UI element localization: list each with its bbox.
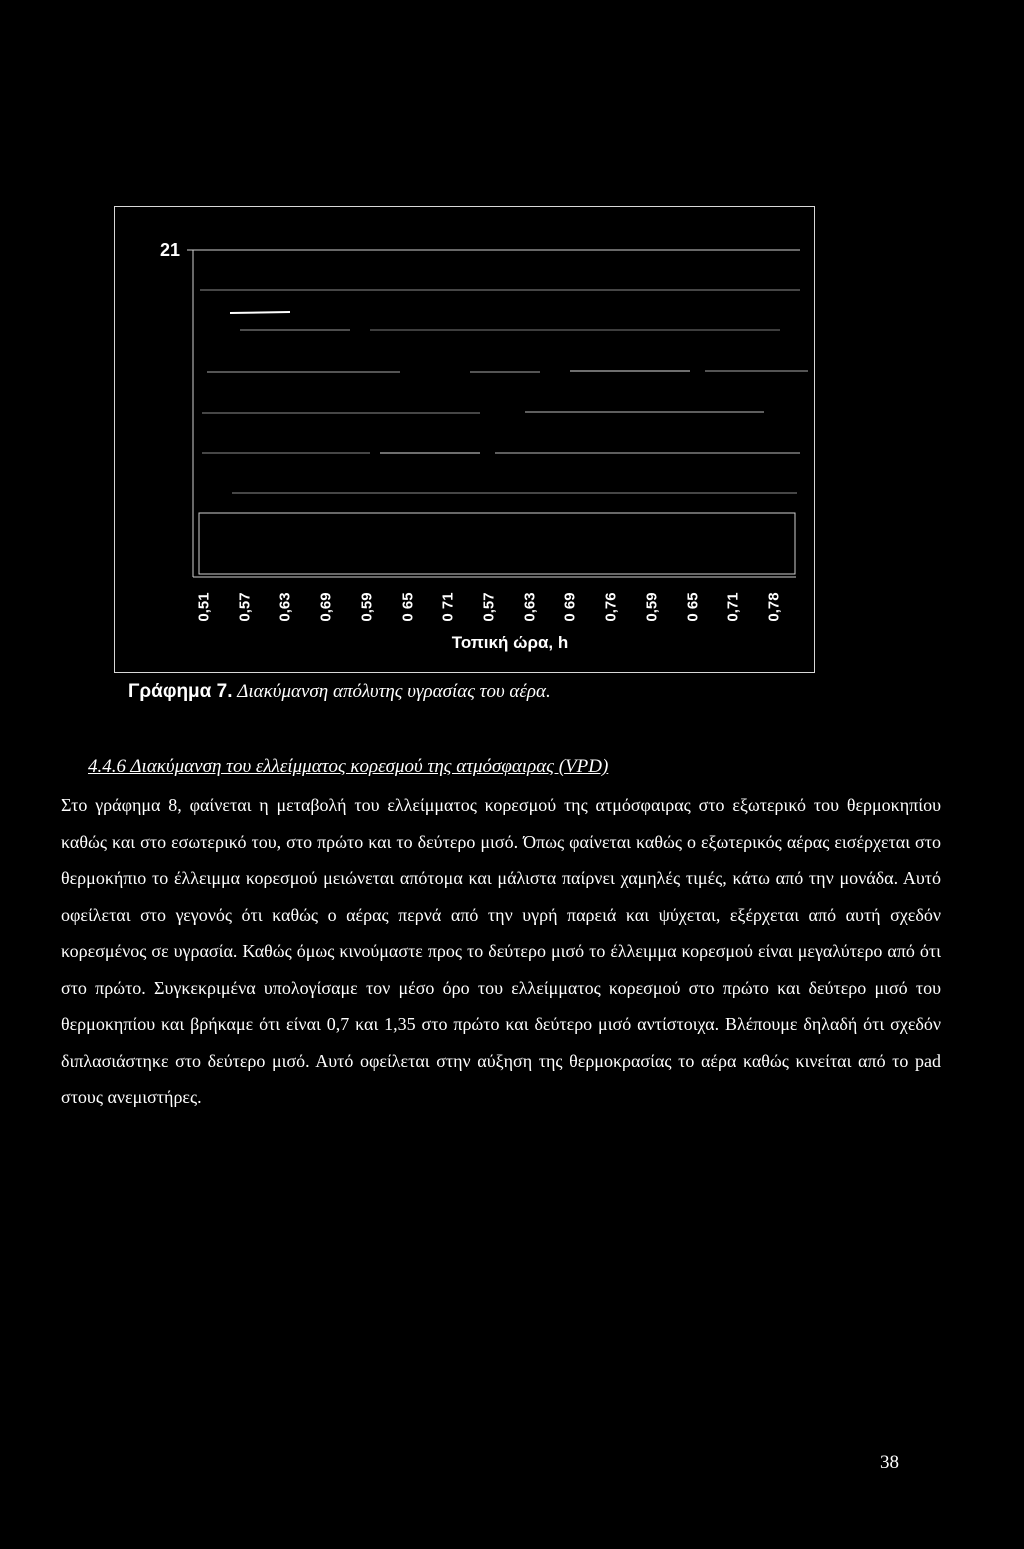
x-axis-title: Τοπική ώρα, h (451, 633, 569, 652)
caption-text: Διακύμανση απόλυτης υγρασίας του αέρα. (237, 681, 551, 702)
x-tick-label: 0 65 (684, 592, 702, 622)
caption-label: Γράφημα 7. (128, 681, 233, 702)
x-tick-label: 0 65 (399, 592, 417, 622)
figure-caption (128, 681, 551, 703)
x-tick-label: 0,57 (236, 592, 254, 622)
inner-box (199, 513, 795, 574)
section-heading: 4.4.6 Διακύμανση του ελλείμματος κορεσμού της ατμόσφαιρας (VPD) (88, 756, 609, 777)
y-tick-label: 21 (160, 240, 181, 260)
x-tick-label: 0,71 (724, 592, 742, 622)
series-line (230, 312, 290, 313)
x-tick-label: 0,69 (317, 592, 335, 622)
x-tick-label: 0,59 (358, 592, 376, 622)
x-tick-label: 0,63 (276, 592, 294, 622)
x-tick-label: 0 69 (561, 592, 579, 622)
x-tick-label: 0,78 (765, 592, 783, 622)
x-tick-label: 0,63 (521, 592, 539, 622)
x-tick-label: 0 71 (439, 592, 457, 622)
x-tick-label: 0,51 (195, 592, 213, 622)
page-number: 38 (880, 1452, 899, 1473)
x-tick-label: 0,59 (643, 592, 661, 622)
body-paragraph: Στο γράφημα 8, φαίνεται η μεταβολή του ελλείμματος κορεσμού της ατμόσφαιρας στο εξωτερικό του θερμοκηπίου καθώς και στο εσωτερικό του, στο πρώτο και το δεύτερο μισό. Όπως φαίνεται καθώς ο εξωτερικός αέρας εισέρχεται στο θερμοκήπιο το έλλειμμα κορεσμού μειώνεται απότομα και μάλιστα παίρνει χαμηλές τιμές, κάτω από την μονάδα. Αυτό οφείλεται στο γεγονός ότι καθώς ο αέρας περνά από την υγρή παρειά και ψύχεται, εξέρχεται από αυτή σχεδόν κορεσμένος σε υγρασία. Καθώς όμως κινούμαστε προς το δεύτερο μισό το έλλειμμα κορεσμού είναι μεγαλύτερο από ότι στο πρώτο. Συγκεκριμένα υπολογίσαμε τον μέσο όρο του ελλείμματος κορεσμού στο πρώτο και δεύτερο μισό του θερμοκηπίου και βρήκαμε ότι είναι 0,7 και 1,35 στο πρώτο και δεύτερο μισό αντίστοιχα. Βλέπουμε δηλαδή ότι σχεδόν διπλασιάστηκε στο δεύτερο μισό. Αυτό οφείλεται στην αύξηση της θερμοκρασίας το αέρα καθώς κινείται από το pad στους ανεμιστήρες. (61, 795, 941, 1107)
x-tick-label: 0,57 (480, 592, 498, 622)
x-tick-label: 0,76 (602, 592, 620, 622)
